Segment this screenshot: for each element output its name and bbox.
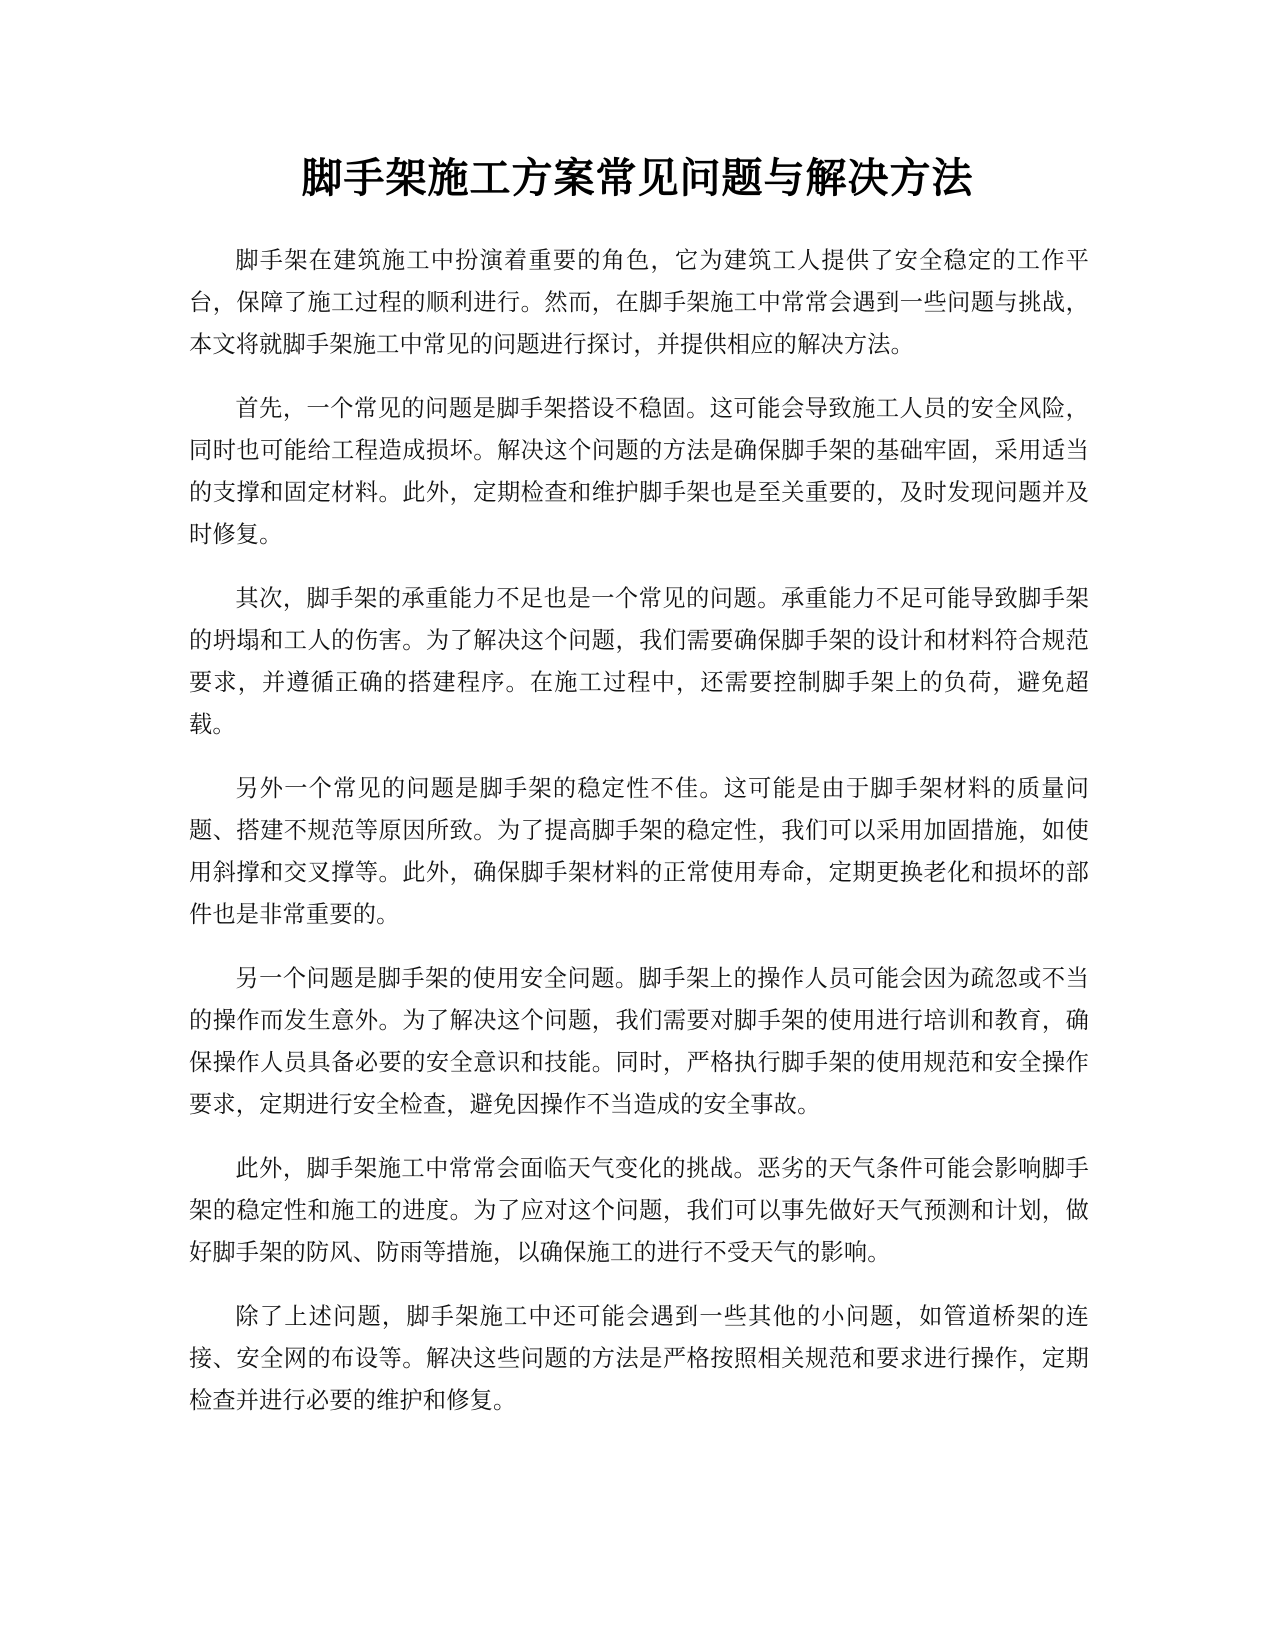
paragraph-usage-safety: 另一个问题是脚手架的使用安全问题。脚手架上的操作人员可能会因为疏忽或不当的操作而发生意外。为了解决这个问题，我们需要对脚手架的使用进行培训和教育，确保操作人员具备必要的安全意识和技能。同时，严格执行脚手架的使用规范和安全操作要求，定期进行安全检查，避免因操作不当造成的安全事故。	[189, 965, 1089, 1118]
paragraph-load-capacity: 其次，脚手架的承重能力不足也是一个常见的问题。承重能力不足可能导致脚手架的坍塌和工人的伤害。为了解决这个问题，我们需要确保脚手架的设计和材料符合规范要求，并遵循正确的搭建程序。在施工过程中，还需要控制脚手架上的负荷，避免超载。	[189, 585, 1089, 738]
document-title: 脚手架施工方案常见问题与解决方法	[301, 154, 974, 202]
document-body	[189, 240, 1089, 1444]
paragraph-instability: 首先，一个常见的问题是脚手架搭设不稳固。这可能会导致施工人员的安全风险，同时也可能给工程造成损坏。解决这个问题的方法是确保脚手架的基础牢固，采用适当的支撑和固定材料。此外，定期检查和维护脚手架也是至关重要的，及时发现问题并及时修复。	[189, 395, 1089, 548]
paragraph-stability: 另外一个常见的问题是脚手架的稳定性不佳。这可能是由于脚手架材料的质量问题、搭建不规范等原因所致。为了提高脚手架的稳定性，我们可以采用加固措施，如使用斜撑和交叉撑等。此外，确保脚手架材料的正常使用寿命，定期更换老化和损坏的部件也是非常重要的。	[189, 775, 1089, 928]
paragraph-weather: 此外，脚手架施工中常常会面临天气变化的挑战。恶劣的天气条件可能会影响脚手架的稳定性和施工的进度。为了应对这个问题，我们可以事先做好天气预测和计划，做好脚手架的防风、防雨等措施，以确保施工的进行不受天气的影响。	[189, 1155, 1089, 1266]
paragraph-intro: 脚手架在建筑施工中扮演着重要的角色，它为建筑工人提供了安全稳定的工作平台，保障了施工过程的顺利进行。然而，在脚手架施工中常常会遇到一些问题与挑战，本文将就脚手架施工中常见的问题进行探讨，并提供相应的解决方法。	[189, 247, 1089, 358]
paragraph-other-issues: 除了上述问题，脚手架施工中还可能会遇到一些其他的小问题，如管道桥架的连接、安全网的布设等。解决这些问题的方法是严格按照相关规范和要求进行操作，定期检查并进行必要的维护和修复。	[189, 1303, 1089, 1414]
